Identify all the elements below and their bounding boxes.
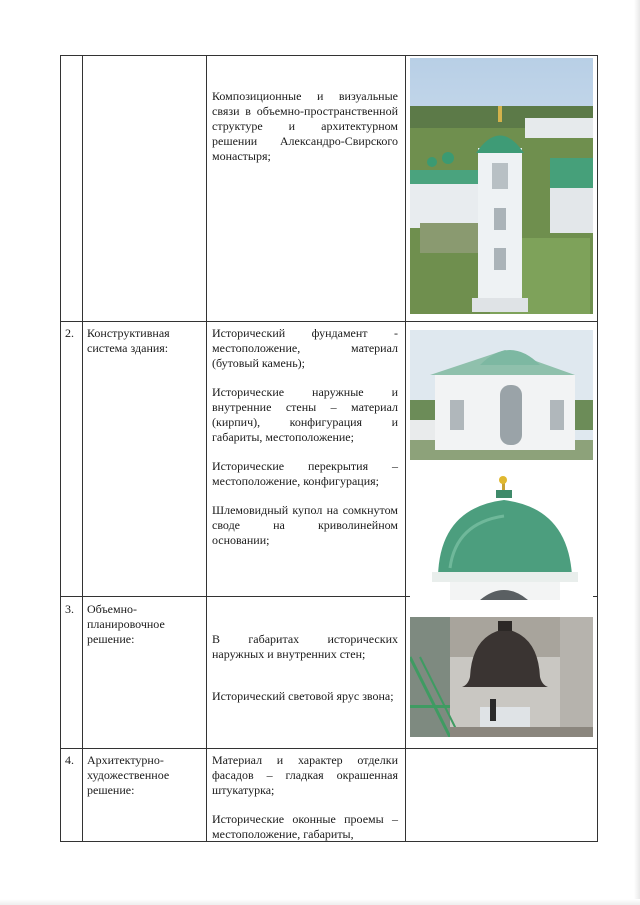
row-2-number: 2. [65, 326, 74, 340]
row-4-paragraph-1: Материал и характер отделки фасадов – гладкая окрашенная штукатурка; [212, 753, 398, 797]
bell-in-belfry-photo [410, 617, 593, 737]
row-3-paragraph-2: Исторический световой ярус звона; [212, 689, 394, 703]
row-2-paragraph-1: Исторический фундамент - местоположение, материал (бутовый камень); [212, 326, 398, 370]
row-4-description [212, 753, 398, 856]
row-2-paragraph-3: Исторические перекрытия – местоположение, конфигурация; [212, 459, 398, 488]
row-2-description [212, 326, 398, 562]
column-divider-3 [405, 55, 406, 842]
row-4-number: 4. [65, 753, 74, 767]
monastery-bell-tower-aerial-photo [410, 58, 593, 314]
row-2-label: Конструктивная система здания: [87, 326, 170, 355]
row-1-description [212, 89, 398, 178]
row-4-paragraph-2: Исторические оконные проемы – местоположение, габариты, [212, 812, 398, 841]
table-border-right [597, 55, 598, 842]
row-4-label: Архитектурно-художественное решение: [87, 753, 170, 797]
row-2-paragraph-2: Исторические наружные и внутренние стены – материал (кирпич), конфигурация и габариты, местоположение; [212, 385, 398, 444]
column-divider-2 [206, 55, 207, 842]
chapel-facade-photo [410, 330, 593, 460]
scan-edge-shadow-right [634, 0, 640, 905]
row-divider-3 [60, 748, 598, 749]
helmet-dome-photo [410, 468, 593, 600]
scan-edge-shadow-bottom [0, 899, 640, 905]
row-3-label: Объемно-планировочное решение: [87, 602, 165, 646]
row-3-description [212, 632, 398, 718]
column-divider-1 [82, 55, 83, 842]
table-border-top [60, 55, 598, 56]
table-border-left [60, 55, 61, 842]
row-1-paragraph-1: Композиционные и визуальные связи в объемно-пространственной структуре и архитектурном решении Александро-Свирского монастыря; [212, 89, 398, 163]
row-3-number: 3. [65, 602, 74, 616]
row-3-paragraph-1: В габаритах исторических наружных и внутренних стен; [212, 632, 398, 661]
row-2-paragraph-4: Шлемовидный купол на сомкнутом своде на криволинейном основании; [212, 503, 398, 547]
row-divider-1 [60, 321, 598, 322]
